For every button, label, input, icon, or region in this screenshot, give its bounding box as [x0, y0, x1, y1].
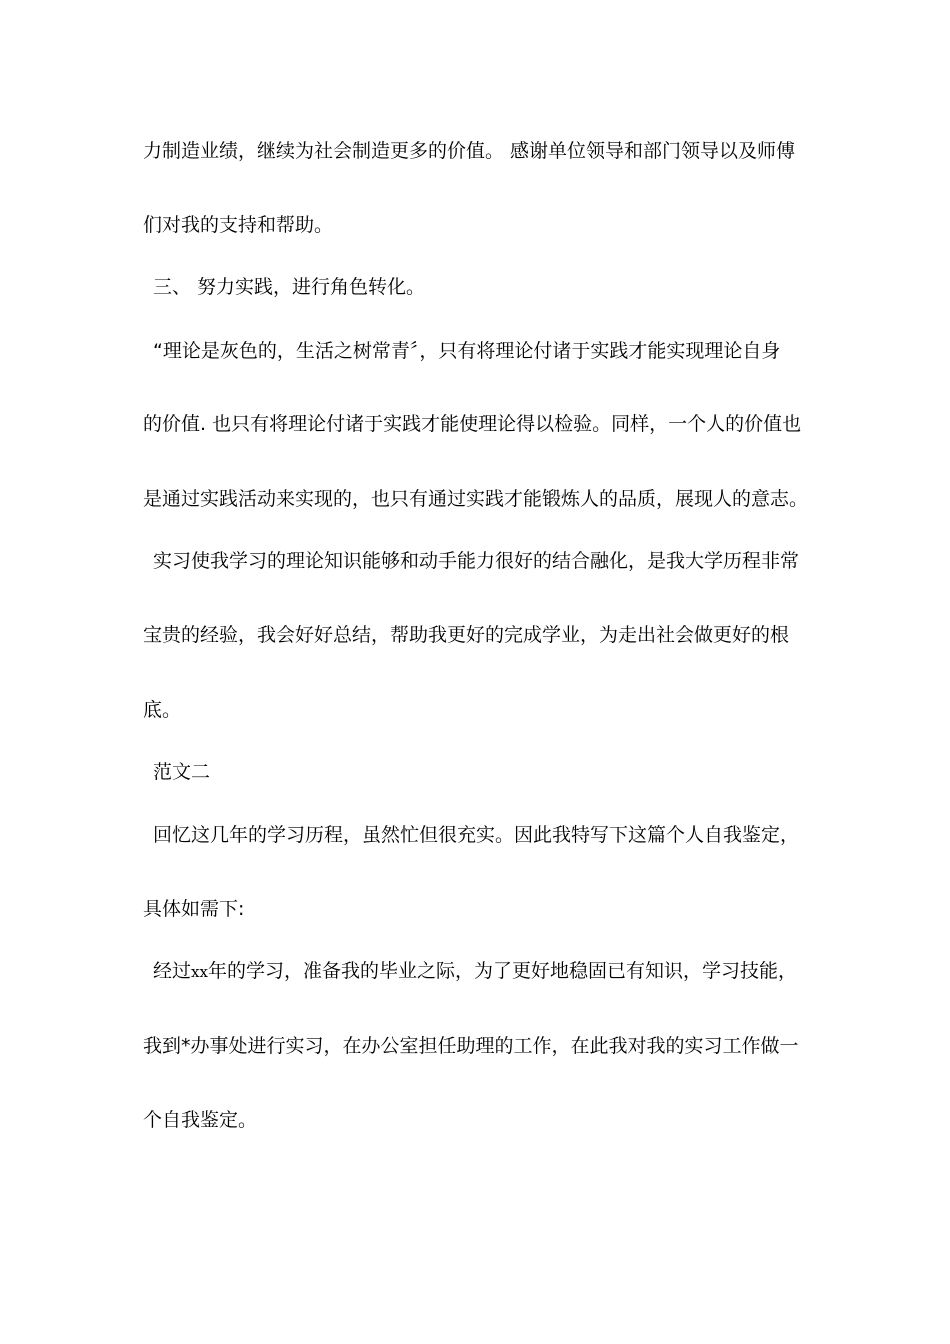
text-run: 经过 — [153, 960, 192, 982]
paragraph-line: 的价值. 也只有将理论付诸于实践才能使理论得以检验。同样，一个人的价值也 — [143, 413, 802, 435]
paragraph-line: 是通过实践活动来实现的，也只有通过实践才能锻炼人的品质，展现人的意志。 — [143, 488, 809, 510]
paragraph-line: “理论是灰色的，生活之树常青〞，只有将理论付诸于实践才能实现理论自身 — [153, 340, 781, 362]
paragraph-line: 具体如需下: — [143, 898, 245, 920]
text-run: 年的学习，准备我的毕业之际，为了更好地稳固已有知识，学习技能， — [207, 960, 797, 982]
paragraph-line: 宝贵的经验，我会好好总结，帮助我更好的完成学业，为走出社会做更好的根 — [143, 624, 790, 646]
paragraph-line — [153, 958, 823, 985]
paragraph-line: 实习使我学习的理论知识能够和动手能力很好的结合融化，是我大学历程非常 — [153, 550, 800, 572]
paragraph-line: 我到*办事处进行实习，在办公室担任助理的工作，在此我对我的实习工作做一 — [143, 1035, 799, 1057]
section-heading: 三、 努力实践，进行角色转化。 — [153, 276, 426, 298]
paragraph-line: 个自我鉴定。 — [143, 1109, 258, 1131]
paragraph-line: 们对我的支持和帮助。 — [143, 214, 334, 236]
paragraph-line: 力制造业绩，继续为社会制造更多的价值。 感谢单位领导和部门领导以及师傅 — [143, 140, 796, 162]
placeholder-xx: xx — [191, 963, 208, 981]
paragraph-line: 回忆这几年的学习历程，虽然忙但很充实。因此我特写下这篇个人自我鉴定， — [153, 824, 800, 846]
paragraph-line: 底。 — [143, 699, 182, 721]
sample-heading: 范文二 — [153, 761, 211, 783]
